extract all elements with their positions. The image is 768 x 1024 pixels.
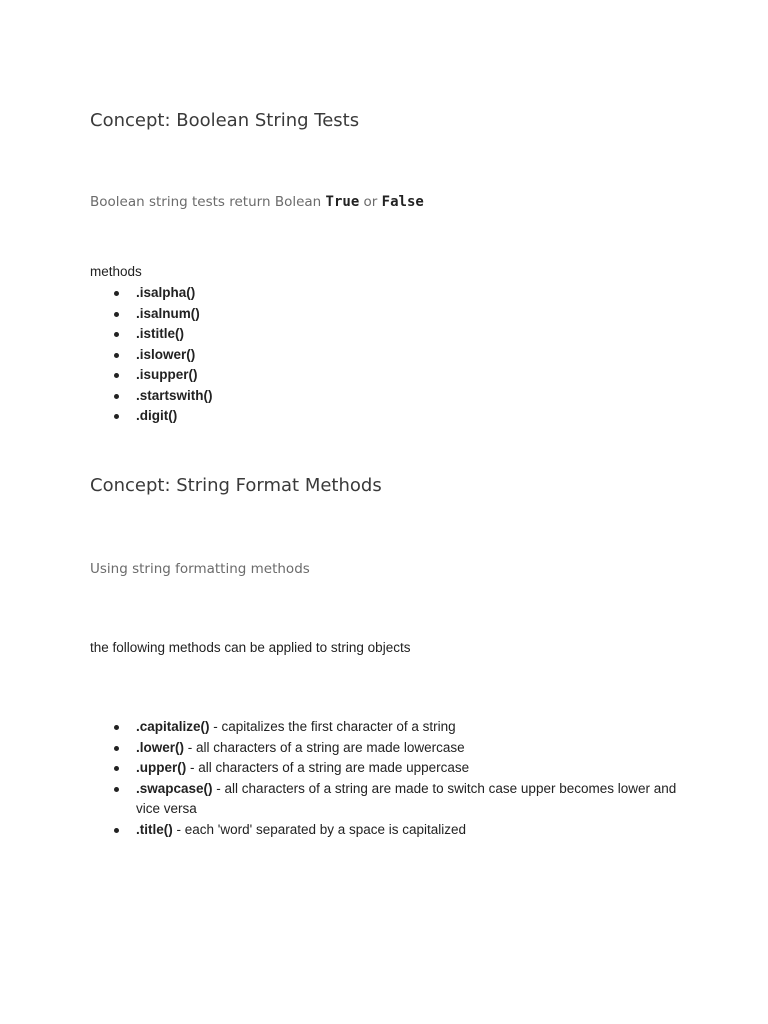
method-name: .istitle() <box>136 326 185 341</box>
format-intro: Using string formatting methods <box>90 561 310 577</box>
methods-label: methods <box>90 264 142 279</box>
method-name: .islower() <box>136 346 196 362</box>
list-item <box>90 820 690 841</box>
method-description: - each 'word' separated by a space is capitalized <box>172 821 467 837</box>
list-item <box>90 283 690 304</box>
list-item <box>90 324 690 345</box>
list-item <box>90 758 690 779</box>
heading-boolean-string-tests: Concept: Boolean String Tests <box>90 110 360 131</box>
format-methods-list <box>90 717 690 840</box>
boolean-intro-text: Boolean string tests return Bolean <box>90 194 326 210</box>
true-keyword: True <box>325 194 360 210</box>
list-item <box>90 779 690 820</box>
false-keyword: False <box>381 194 424 210</box>
method-description: - all characters of a string are made uppercase <box>186 760 470 775</box>
method-name: .swapcase() <box>136 780 213 796</box>
method-name: .digit() <box>136 408 178 423</box>
list-item <box>90 406 690 427</box>
method-name: .isalpha() <box>136 285 196 300</box>
method-name: .title() <box>136 821 173 837</box>
method-description: - capitalizes the first character of a string <box>209 719 456 734</box>
method-name: .isupper() <box>136 367 198 382</box>
method-name: .capitalize() <box>136 719 210 734</box>
method-name: .isalnum() <box>136 305 200 321</box>
list-item <box>90 386 690 407</box>
list-item <box>90 345 690 366</box>
method-description: - all characters of a string are made lowercase <box>184 739 465 755</box>
list-item <box>90 365 690 386</box>
method-name: .lower() <box>136 739 185 755</box>
boolean-methods-list <box>90 283 690 427</box>
format-lead-text: the following methods can be applied to string objects <box>90 640 411 655</box>
or-text: or <box>359 194 382 210</box>
method-description: - all characters of a string are made to switch case upper becomes lower and vice versa <box>136 780 677 816</box>
heading-string-format-methods: Concept: String Format Methods <box>90 475 382 496</box>
method-name: .startswith() <box>136 387 213 403</box>
list-item <box>90 738 690 759</box>
list-item <box>90 304 690 325</box>
boolean-intro <box>90 194 424 210</box>
method-name: .upper() <box>136 760 187 775</box>
list-item <box>90 717 690 738</box>
